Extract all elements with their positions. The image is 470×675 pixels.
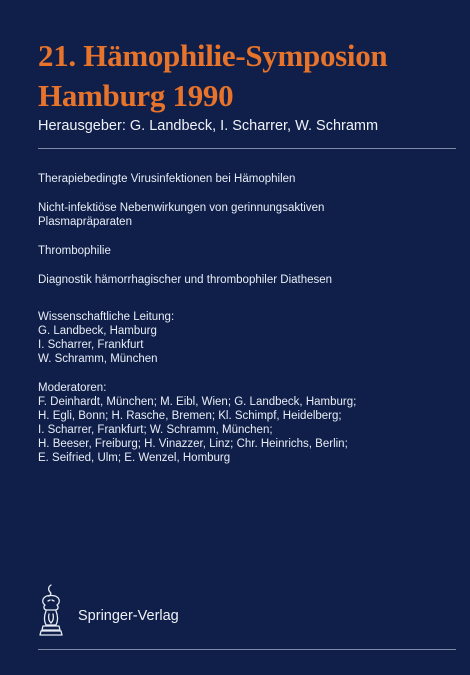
top-divider xyxy=(38,148,456,149)
scientific-leadership xyxy=(38,310,458,366)
topic-item: Thrombophilie xyxy=(38,245,111,257)
topic-item-continued: Plasmapräparaten xyxy=(38,216,132,228)
leadership-line: G. Landbeck, Hamburg xyxy=(38,325,157,337)
leadership-line: I. Scharrer, Frankfurt xyxy=(38,339,144,351)
moderators-line: H. Beeser, Freiburg; H. Vinazzer, Linz; Chr. Heinrichs, Berlin; xyxy=(38,438,348,450)
springer-knight-chess-piece-icon xyxy=(36,583,66,639)
moderators-line: I. Scharrer, Frankfurt; W. Schramm, München; xyxy=(38,424,273,436)
publisher xyxy=(36,583,179,639)
moderators-line: F. Deinhardt, München; M. Eibl, Wien; G. Landbeck, Hamburg; xyxy=(38,396,357,408)
topic-item: Diagnostik hämorrhagischer und thrombophiler Diathesen xyxy=(38,274,333,286)
moderators-line: E. Seifried, Ulm; E. Wenzel, Homburg xyxy=(38,452,231,464)
moderators-heading: Moderatoren: xyxy=(38,382,107,394)
leadership-line: W. Schramm, München xyxy=(38,353,158,365)
title-line-2: Hamburg 1990 xyxy=(38,78,234,113)
moderators-line: H. Egli, Bonn; H. Rasche, Bremen; Kl. Schimpf, Heidelberg; xyxy=(38,410,342,422)
topics-list xyxy=(38,172,458,302)
editors-line: Herausgeber: G. Landbeck, I. Scharrer, W. Schramm xyxy=(38,118,379,134)
leadership-heading: Wissenschaftliche Leitung: xyxy=(38,311,175,323)
topic-item: Nicht-infektiöse Nebenwirkungen von gerinnungsaktiven xyxy=(38,202,325,214)
title-line-1: 21. Hämophilie-Symposion xyxy=(38,38,388,73)
book-title xyxy=(38,36,387,116)
moderators xyxy=(38,381,458,465)
bottom-divider xyxy=(38,649,456,650)
topic-item: Therapiebedingte Virusinfektionen bei Hämophilen xyxy=(38,173,296,185)
publisher-name: Springer-Verlag xyxy=(78,608,179,624)
